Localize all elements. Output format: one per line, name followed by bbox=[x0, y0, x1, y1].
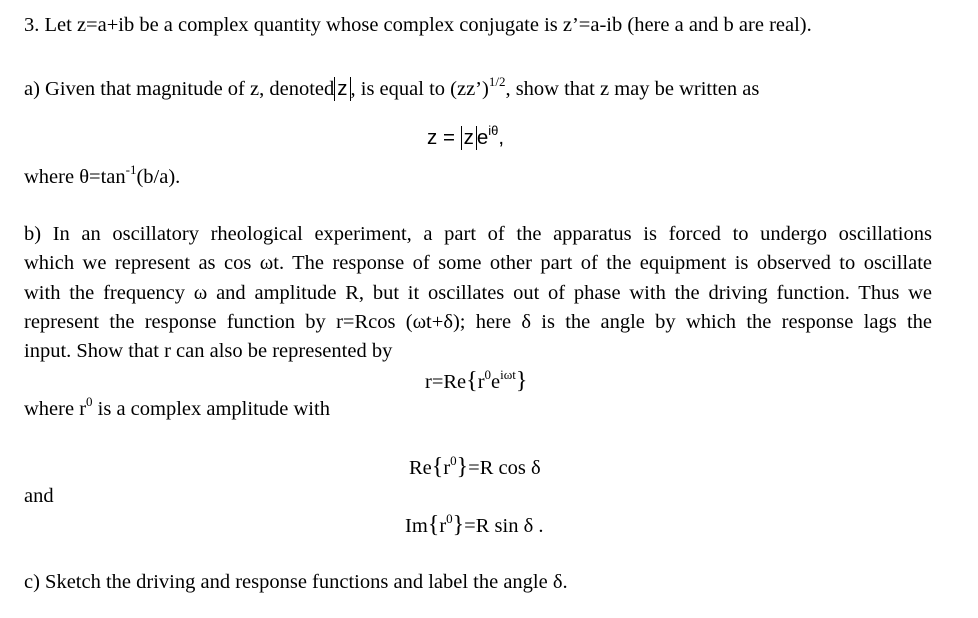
question-intro: 3. Let z=a+ib be a complex quantity whose complex conjugate is z’=a-ib (here a and b are real). bbox=[24, 14, 812, 36]
part-a-statement bbox=[24, 74, 760, 103]
theta-text-1: where θ=tan bbox=[24, 166, 126, 188]
part-a-text-3: , show that z may be written as bbox=[505, 78, 760, 100]
eq-exponent: iθ bbox=[488, 123, 499, 138]
eq-comma: , bbox=[498, 126, 505, 149]
eq3-close-brace: } bbox=[452, 512, 465, 538]
eq2-r-exp: 0 bbox=[450, 453, 457, 468]
eq1-open-brace: { bbox=[466, 368, 478, 394]
eq2-post: =R cos δ bbox=[468, 457, 541, 479]
part-b-line-5: input. Show that r can also be represented by bbox=[24, 340, 393, 362]
equation-imag-part bbox=[405, 513, 544, 540]
eq2-r: r bbox=[443, 457, 451, 479]
part-b-line-4: represent the response function by r=Rcos (ωt+δ); here δ is the angle by which the response lags the bbox=[24, 311, 932, 333]
theta-definition bbox=[24, 162, 181, 191]
part-a-text-2: , is equal to (zz’) bbox=[350, 78, 489, 100]
complex-amplitude-note bbox=[24, 394, 330, 423]
part-b-line-3: with the frequency ω and amplitude R, but it oscillates out of phase with the driving function. Thus we bbox=[24, 282, 932, 304]
eq1-pre: r=Re bbox=[425, 371, 467, 393]
eq-lhs: z = bbox=[427, 126, 455, 149]
part-b-line-1: b) In an oscillatory rheological experiment, a part of the apparatus is forced to undergo oscillations bbox=[24, 223, 932, 245]
abs-z: z bbox=[334, 77, 350, 101]
eq2-open-brace: { bbox=[431, 454, 444, 480]
part-a-text-1: a) Given that magnitude of z, denoted bbox=[24, 78, 335, 100]
eq1-r-exp: 0 bbox=[484, 367, 492, 382]
eq-abs-z: z bbox=[461, 126, 477, 150]
eq2-close-brace: } bbox=[456, 454, 469, 480]
exponent-half: 1/2 bbox=[488, 74, 506, 89]
part-b-line-2: which we represent as cos ωt. The response of some other part of the equipment is observed to oscillate bbox=[24, 252, 932, 274]
eq3-open-brace: { bbox=[427, 512, 440, 538]
theta-text-2: (b/a). bbox=[136, 166, 181, 188]
eq3-pre: Im bbox=[405, 515, 428, 537]
and-text: and bbox=[24, 485, 54, 507]
eq3-r: r bbox=[439, 515, 447, 537]
eq1-e-exp: iωt bbox=[500, 367, 516, 382]
equation-polar-form bbox=[427, 123, 505, 152]
eq2-pre: Re bbox=[409, 457, 432, 479]
part-c-statement: c) Sketch the driving and response functions and label the angle δ. bbox=[24, 571, 568, 593]
eq3-r-exp: 0 bbox=[446, 511, 453, 526]
equation-real-part bbox=[409, 455, 541, 482]
eq1-close-brace: } bbox=[515, 368, 528, 394]
eq1-e: e bbox=[491, 371, 501, 393]
eq-e: e bbox=[476, 126, 489, 149]
theta-exponent: -1 bbox=[125, 162, 137, 177]
note-text-1: where r bbox=[24, 398, 87, 420]
eq3-post: =R sin δ . bbox=[464, 515, 544, 537]
note-exp: 0 bbox=[86, 394, 93, 409]
equation-response bbox=[425, 369, 527, 396]
note-text-2: is a complex amplitude with bbox=[92, 398, 330, 420]
eq1-r: r bbox=[477, 371, 485, 393]
